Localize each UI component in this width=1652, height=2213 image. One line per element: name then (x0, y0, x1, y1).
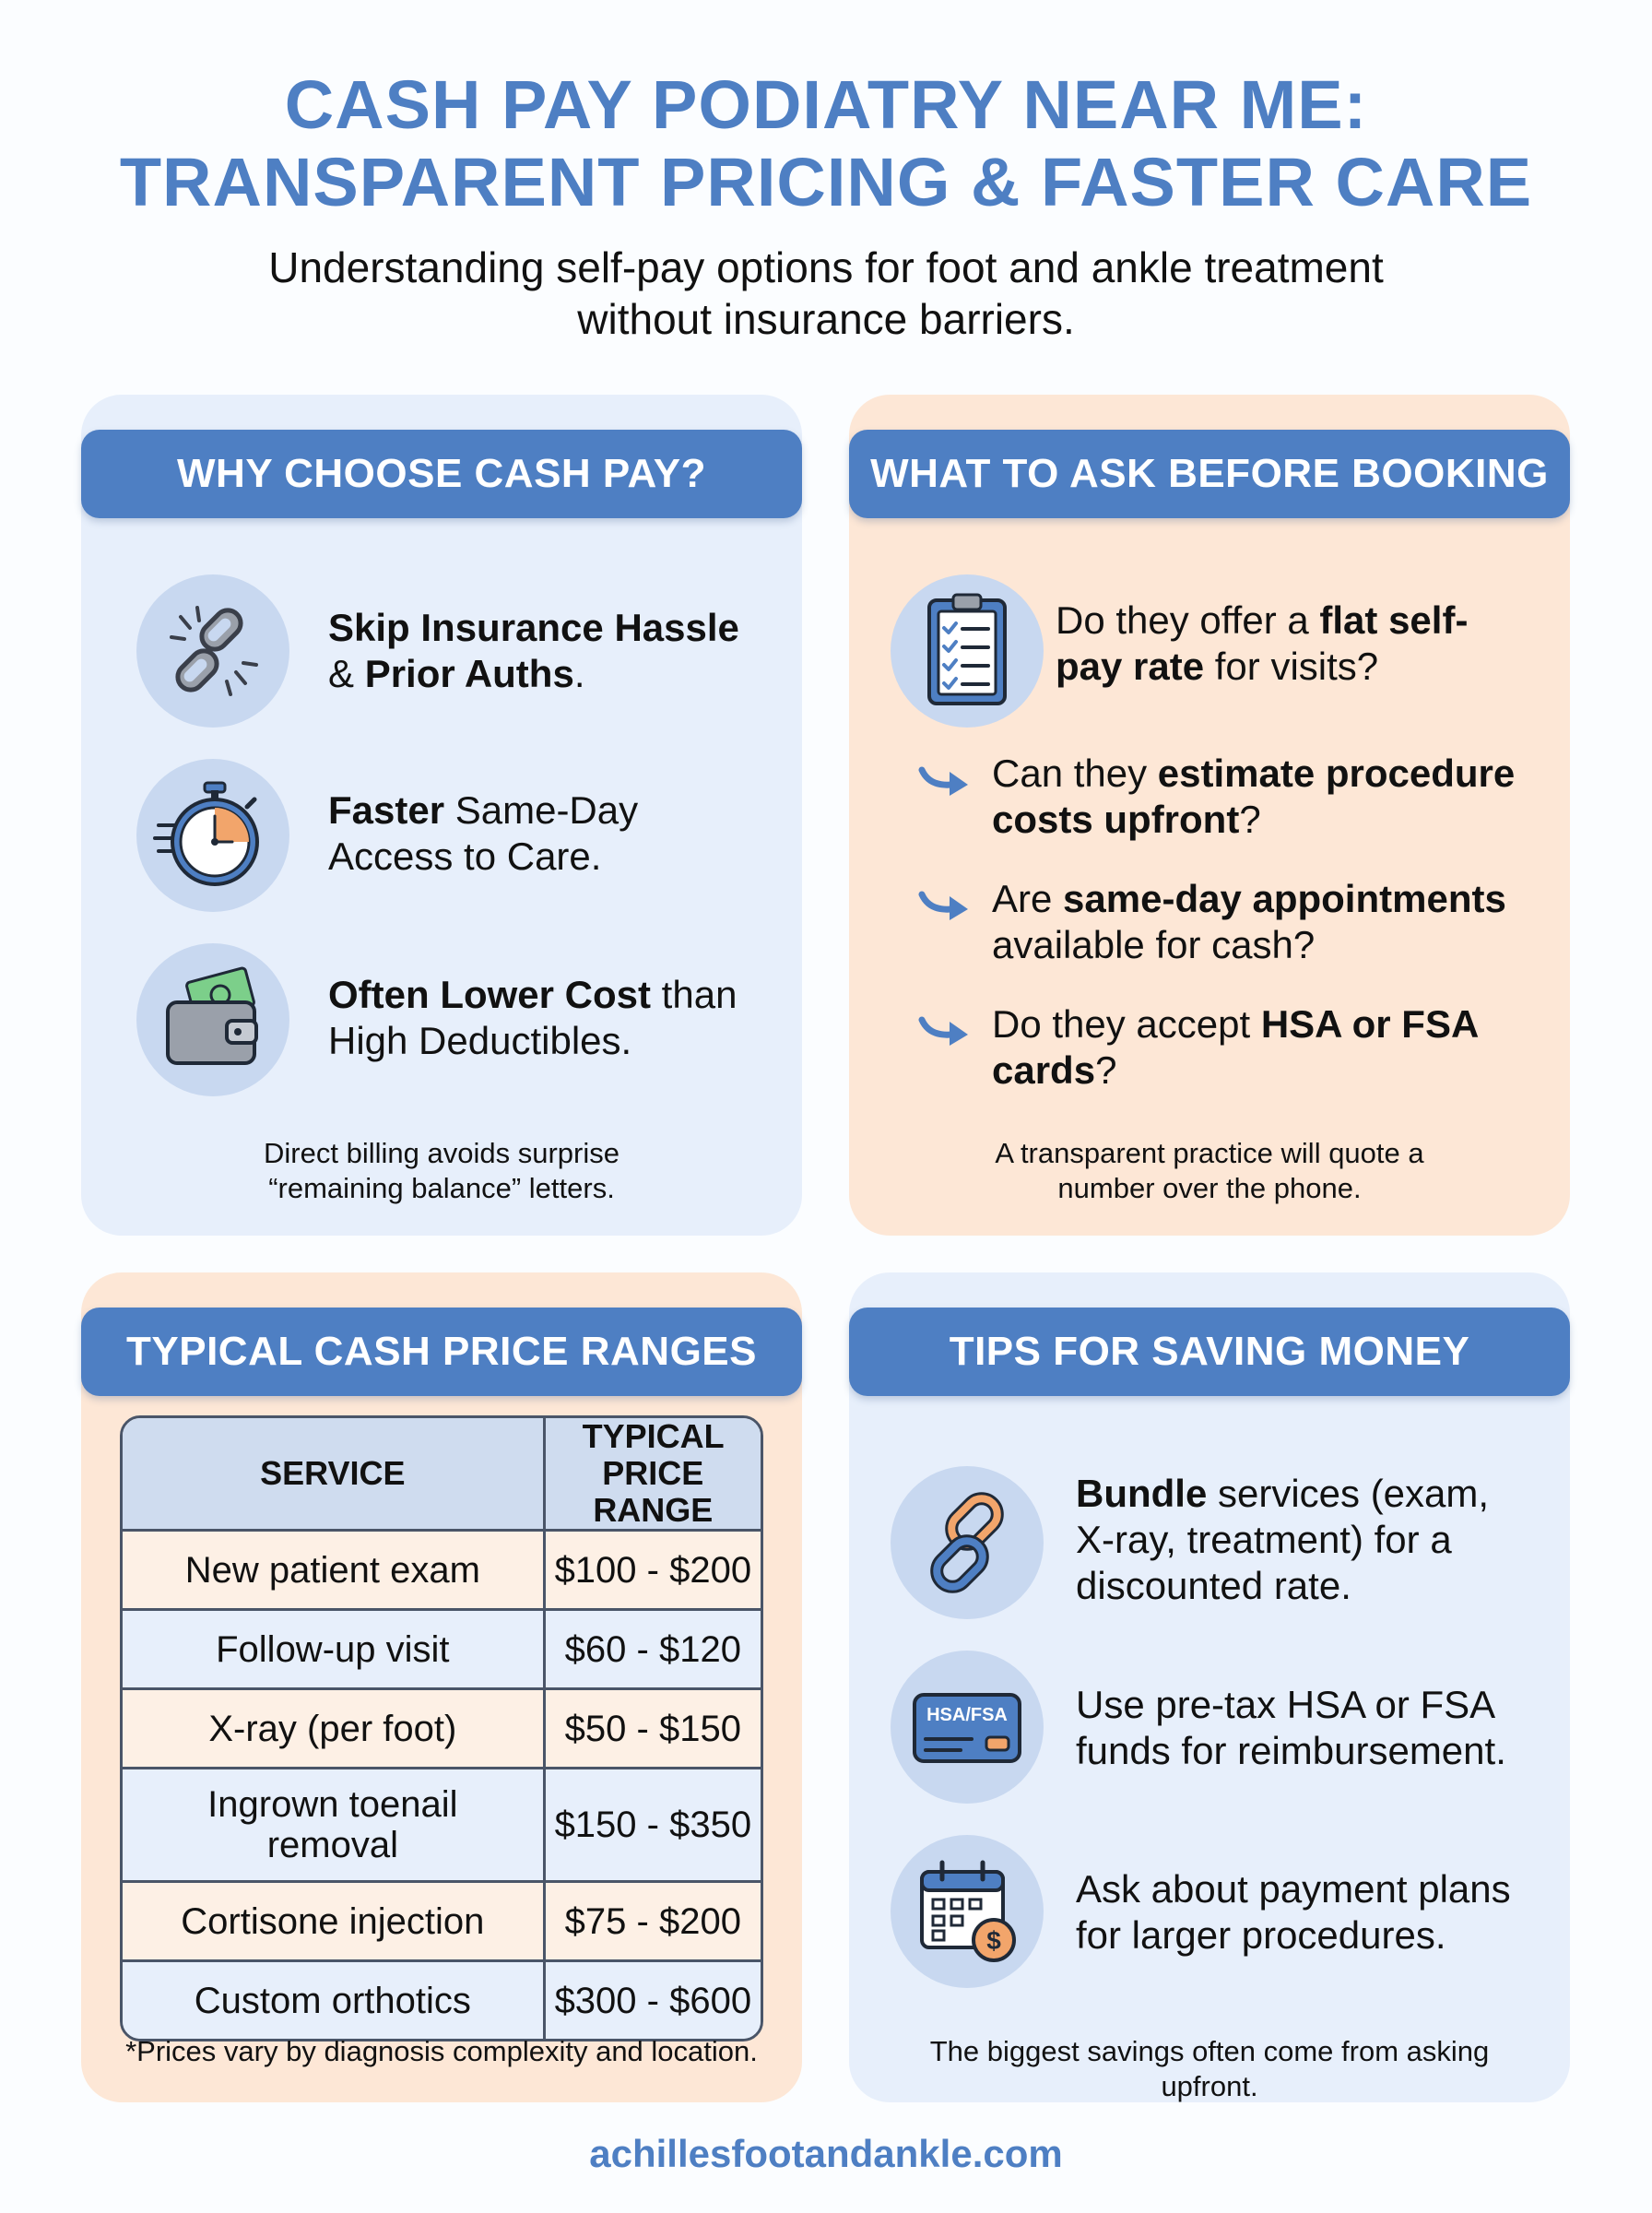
question-same-day-text-1: Are (992, 877, 1064, 920)
why-cash-pay-heading: WHY CHOOSE CASH PAY? (81, 430, 802, 518)
table-header-row (123, 1418, 761, 1532)
question-hsa-fsa (992, 1001, 1545, 1094)
hsa-fsa-card-label: HSA/FSA (926, 1705, 1008, 1725)
hsa-fsa-card-icon (891, 1651, 1044, 1804)
tip-bundle-bold: Bundle (1076, 1472, 1208, 1515)
wallet-icon (136, 943, 289, 1096)
chain-link-icon (891, 1466, 1044, 1619)
arrow-icon (918, 1011, 972, 1047)
price-cell: $50 - $150 (546, 1690, 761, 1769)
price-cell: $150 - $350 (546, 1769, 761, 1883)
ask-note-line-2: number over the phone. (1057, 1172, 1362, 1204)
saving-tips-note: The biggest savings often come from asking upfront. (929, 2035, 1490, 2102)
page-title (0, 66, 1652, 221)
subtitle-line-2: without insurance barriers. (577, 295, 1075, 343)
benefit-prior-auths-bold: Prior Auths (364, 652, 574, 695)
arrow-icon (918, 885, 972, 922)
question-estimate-text-1: Can they (992, 751, 1158, 795)
question-estimate-bold: estimate procedure costs upfront (992, 751, 1516, 841)
service-cell: Cortisone injection (123, 1883, 546, 1962)
benefit-lower-cost-bold: Often Lower Cost (328, 973, 652, 1016)
title-line-2: TRANSPARENT PRICING & FASTER CARE (119, 144, 1533, 220)
column-header-price (546, 1418, 761, 1532)
table-row (123, 1962, 761, 2039)
tip-bundle-text: services (exam, X-ray, treatment) for a discounted rate. (1076, 1472, 1490, 1607)
why-note-line-1: Direct billing avoids surprise (264, 1137, 620, 1169)
benefit-faster-access (328, 787, 771, 880)
question-flat-rate-text-1: Do they offer a (1056, 598, 1320, 642)
service-cell: Custom orthotics (123, 1962, 546, 2039)
question-flat-rate-text-2: for visits? (1204, 645, 1379, 688)
question-hsa-text-1: Do they accept (992, 1002, 1261, 1046)
price-table (120, 1415, 763, 2041)
ask-note-line-1: A transparent practice will quote a (995, 1137, 1424, 1169)
saving-tips-panel (849, 1272, 1570, 2102)
question-flat-rate-bold: flat self-pay rate (1056, 598, 1469, 688)
service-cell: X-ray (per foot) (123, 1690, 546, 1769)
question-hsa-bold: HSA or FSA cards (992, 1002, 1478, 1092)
why-cash-pay-panel (81, 395, 802, 1236)
question-same-day-text-2: available for cash? (992, 923, 1316, 966)
what-to-ask-panel (849, 395, 1570, 1236)
benefit-lower-cost (328, 972, 771, 1064)
broken-chain-icon (136, 574, 289, 728)
service-cell: Follow-up visit (123, 1611, 546, 1690)
svg-text:$: $ (986, 1926, 1001, 1955)
saving-tips-heading: TIPS FOR SAVING MONEY (849, 1308, 1570, 1396)
service-cell (123, 1769, 546, 1883)
subtitle-line-1: Understanding self-pay options for foot and ankle treatment (268, 243, 1384, 291)
title-line-1: CASH PAY PODIATRY NEAR ME: (284, 66, 1368, 143)
column-header-price-label: TYPICAL PRICE RANGE (582, 1417, 725, 1529)
table-row (123, 1532, 761, 1611)
benefit-skip-insurance-end: . (573, 652, 585, 695)
what-to-ask-note (886, 1136, 1533, 1206)
table-row (123, 1883, 761, 1962)
stopwatch-icon (136, 759, 289, 912)
question-estimate-text-2: ? (1239, 798, 1261, 841)
website-link[interactable]: achillesfootandankle.com (589, 2132, 1063, 2175)
question-hsa-text-2: ? (1095, 1048, 1117, 1092)
why-cash-pay-note (118, 1136, 765, 1206)
benefit-faster-text: Same-Day Access to Care. (328, 788, 639, 878)
tip-pretax-funds: Use pre-tax HSA or FSA funds for reimbursement. (1076, 1683, 1506, 1772)
question-estimate-costs (992, 751, 1545, 843)
service-cell: New patient exam (123, 1532, 546, 1611)
why-note-line-2: “remaining balance” letters. (268, 1172, 615, 1204)
arrow-icon (918, 761, 972, 798)
benefit-faster-bold: Faster (328, 788, 445, 832)
benefit-skip-insurance-bold: Skip Insurance Hassle (328, 606, 739, 649)
table-row (123, 1611, 761, 1690)
table-row (123, 1690, 761, 1769)
column-header-service: SERVICE (123, 1418, 546, 1532)
price-cell: $300 - $600 (546, 1962, 761, 2039)
price-ranges-panel (81, 1272, 802, 2102)
benefit-skip-insurance (328, 605, 771, 697)
question-same-day-bold: same-day appointments (1063, 877, 1506, 920)
benefit-skip-insurance-text: & (328, 652, 365, 695)
question-same-day (992, 876, 1545, 968)
price-note: *Prices vary by diagnosis complexity and location. (125, 2035, 758, 2067)
benefit-lower-cost-text: than High Deductibles. (328, 973, 738, 1062)
price-cell: $100 - $200 (546, 1532, 761, 1611)
tip-payment-plans: Ask about payment plans for larger procedures. (1076, 1867, 1511, 1957)
question-flat-rate (1056, 598, 1516, 690)
service-cell-label: Ingrown toenail removal (207, 1784, 458, 1865)
price-cell: $75 - $200 (546, 1883, 761, 1962)
page-subtitle (0, 242, 1652, 345)
calendar-dollar-icon (891, 1835, 1044, 1988)
price-cell: $60 - $120 (546, 1611, 761, 1690)
tip-bundle (1076, 1471, 1537, 1609)
what-to-ask-heading: WHAT TO ASK BEFORE BOOKING (849, 430, 1570, 518)
table-row (123, 1769, 761, 1883)
price-ranges-heading: TYPICAL CASH PRICE RANGES (81, 1308, 802, 1396)
clipboard-checklist-icon (891, 574, 1044, 728)
